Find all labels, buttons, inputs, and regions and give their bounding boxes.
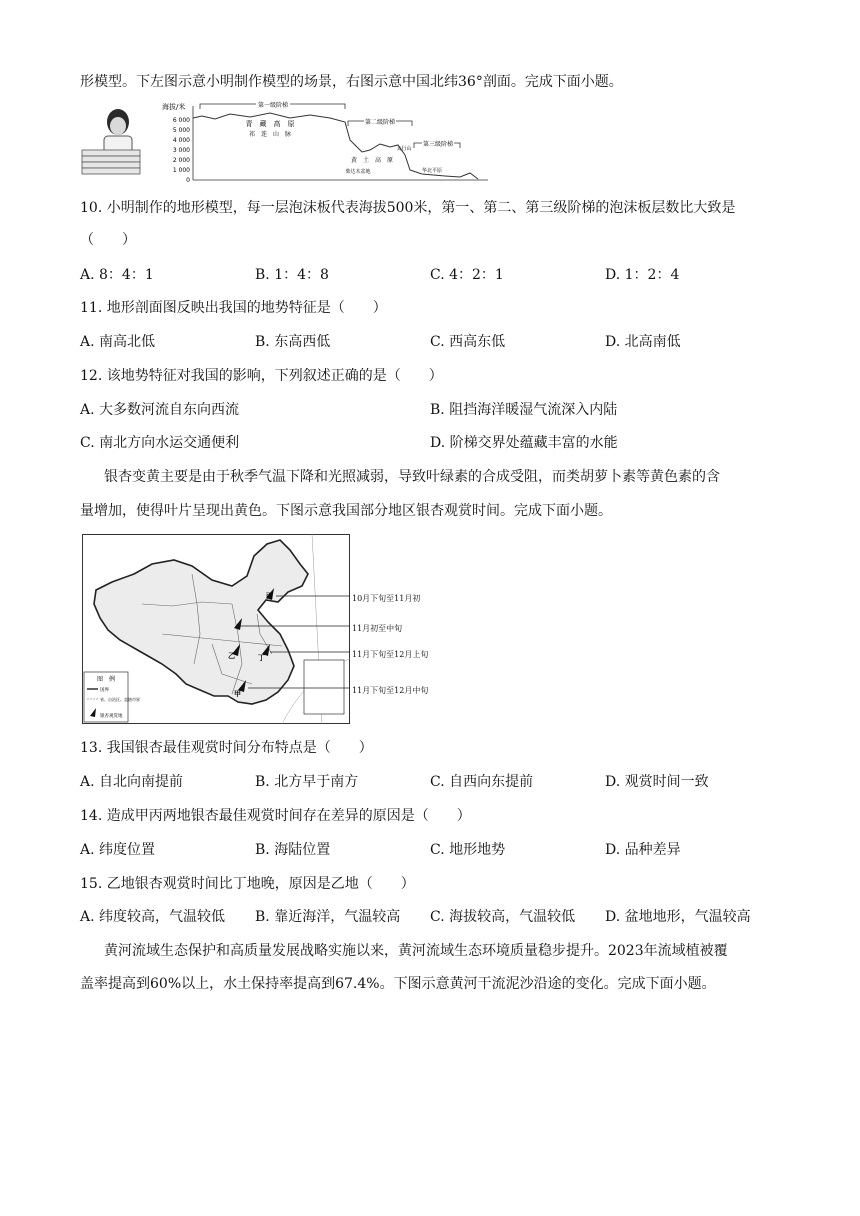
plateau2-label: 黄 土 高 原 (350, 157, 394, 164)
map-label-1: 10月下旬至11月初 (352, 594, 421, 603)
intro-text: 形模型。下左图示意小明制作模型的场景，右图示意中国北纬36°剖面。完成下面小题。 (80, 74, 623, 90)
q11-option-a[interactable]: A. 南高北低 (80, 334, 156, 350)
ytick: 1 000 (172, 167, 190, 174)
legend-site: 银杏观赏地 (100, 714, 123, 719)
map-label-4: 11月下旬至12月中旬 (352, 686, 429, 695)
mountain2-label: 太行山 (396, 146, 412, 152)
q15-stem: 15. 乙地银杏观赏时间比丁地晚，原因是乙地（ ） (80, 876, 415, 892)
ginkgo-map (82, 534, 350, 724)
plain-label: 华北平原 (421, 168, 443, 174)
map-label-2: 11月初至中旬 (352, 624, 403, 633)
ytick: 2 000 (172, 157, 190, 164)
legend-title: 图 例 (96, 676, 116, 683)
q10-option-d[interactable]: D. 1：2：4 (605, 267, 680, 283)
ytick: 3 000 (172, 147, 190, 154)
q10-option-a[interactable]: A. 8：4：1 (80, 267, 154, 283)
step2-label: 第二级阶梯 (364, 119, 396, 126)
q11-stem: 11. 地形剖面图反映出我国的地势特征是（ ） (80, 300, 387, 316)
q14-option-b[interactable]: B. 海陆位置 (255, 842, 331, 858)
model-making-photo (80, 100, 146, 180)
q12-option-c[interactable]: C. 南北方向水运交通便利 (80, 435, 240, 451)
q14-stem: 14. 造成甲丙两地银杏最佳观赏时间存在差异的原因是（ ） (80, 808, 471, 824)
q14-option-d[interactable]: D. 品种差异 (605, 842, 681, 858)
q12-option-b[interactable]: B. 阻挡海洋暖湿气流深入内陆 (430, 402, 618, 418)
q11-option-c[interactable]: C. 西高东低 (430, 334, 506, 350)
legend-border: 国界 (100, 688, 109, 693)
terrain-profile-chart (160, 100, 490, 184)
basin-label: 柴达木盆地 (345, 169, 371, 175)
q15-option-d[interactable]: D. 盆地地形，气温较高 (605, 909, 751, 925)
q13-option-d[interactable]: D. 观赏时间一致 (605, 774, 709, 790)
ytick: 4 000 (172, 137, 190, 144)
q14-option-a[interactable]: A. 纬度位置 (80, 842, 156, 858)
plateau1-label: 青 藏 高 原 (245, 120, 295, 128)
profile-ylabel: 海拔/米 (162, 103, 186, 111)
place-jia: 甲 (234, 690, 241, 698)
q13-option-a[interactable]: A. 自北向南提前 (80, 774, 184, 790)
q15-option-a[interactable]: A. 纬度较高，气温较低 (80, 909, 226, 925)
q12-option-a[interactable]: A. 大多数河流自东向西流 (80, 402, 240, 418)
q11-option-b[interactable]: B. 东高西低 (255, 334, 331, 350)
intro3-text-cont: 盖率提高到60%以上，水土保持率提高到67.4%。下图示意黄河干流泥沙沿途的变化。完成下面小题。 (80, 976, 716, 992)
mountain1-label: 祁 连 山 脉 (248, 131, 292, 138)
q10-option-c[interactable]: C. 4：2：1 (430, 267, 504, 283)
q13-option-b[interactable]: B. 北方早于南方 (255, 774, 359, 790)
q11-option-d[interactable]: D. 北高南低 (605, 334, 681, 350)
q15-option-b[interactable]: B. 靠近海洋，气温较高 (255, 909, 401, 925)
foam-boards (82, 150, 140, 174)
q14-option-c[interactable]: C. 地形地势 (430, 842, 506, 858)
intro3-text: 黄河流域生态保护和高质量发展战略实施以来，黄河流域生态环境质量稳步提升。2023年流域植被覆 (104, 943, 728, 959)
q15-option-c[interactable]: C. 海拔较高，气温较低 (430, 909, 576, 925)
place-yi: 乙 (228, 652, 235, 660)
step1-label: 第一级阶梯 (257, 102, 289, 109)
q12-option-d[interactable]: D. 阶梯交界处蕴藏丰富的水能 (430, 435, 618, 451)
map-label-3: 11月下旬至12月上旬 (352, 650, 429, 659)
q10-option-b[interactable]: B. 1：4：8 (255, 267, 329, 283)
intro2-text-cont: 量增加，使得叶片呈现出黄色。下图示意我国部分地区银杏观赏时间。完成下面小题。 (80, 503, 612, 519)
place-bing: 丙 (266, 592, 273, 600)
south-sea-inset (304, 660, 344, 714)
step3-label: 第三级阶梯 (422, 141, 454, 148)
ytick: 0 (186, 177, 190, 184)
place-ding: 丁 (258, 654, 265, 662)
q10-stem: 10. 小明制作的地形模型，每一层泡沫板代表海拔500米，第一、第二、第三级阶梯的泡沫板层数比大致是 (80, 200, 736, 216)
q13-stem: 13. 我国银杏最佳观赏时间分布特点是（ ） (80, 740, 373, 756)
q10-stem-cont: （ ） (80, 232, 136, 248)
intro2-text: 银杏变黄主要是由于秋季气温下降和光照减弱，导致叶绿素的合成受阻，而类胡萝卜素等黄色素的含 (104, 469, 720, 485)
ytick: 5 000 (172, 127, 190, 134)
legend-province: 省、自治区、直辖市界 (100, 697, 140, 702)
q12-stem: 12. 该地势特征对我国的影响，下列叙述正确的是（ ） (80, 368, 443, 384)
q13-option-c[interactable]: C. 自西向东提前 (430, 774, 534, 790)
ytick: 6 000 (172, 117, 190, 124)
